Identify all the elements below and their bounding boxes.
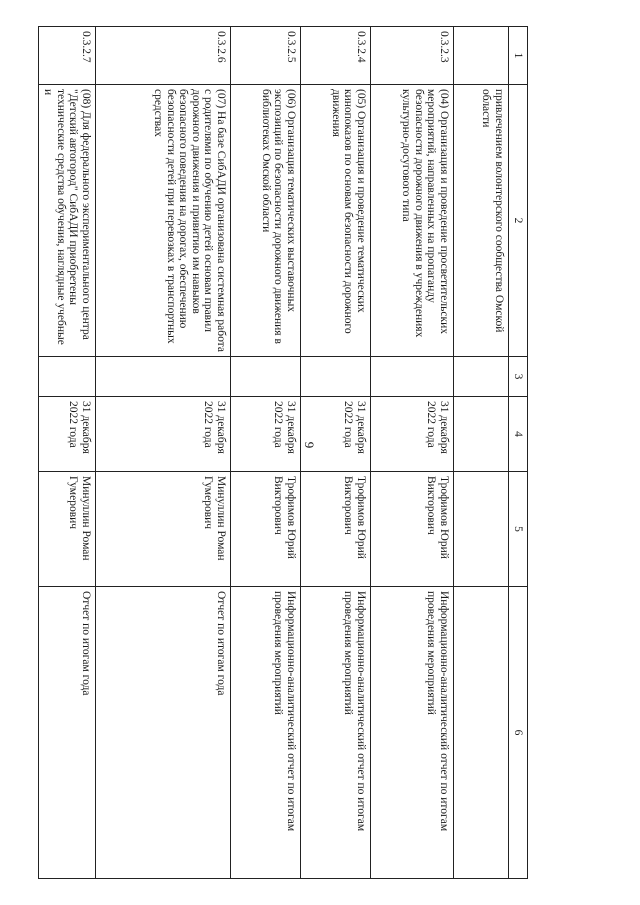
header-cell: 1 bbox=[509, 27, 528, 85]
row-report: Информационно-аналитический отчет по итогам проведения мероприятий bbox=[371, 587, 454, 879]
row-date: 31 декабря 2022 года bbox=[96, 397, 231, 472]
table-row bbox=[301, 27, 371, 879]
row-col3 bbox=[301, 357, 371, 397]
row-description: (06) Организация тематических выставочных экспозиций по безопасности дорожного движения в библиотеках Омской области bbox=[231, 85, 301, 357]
row-number: 0.3.2.3 bbox=[371, 27, 454, 85]
row-description: (08) Для федерального экспериментального центра "Детский автогород" СибАДИ приобретены технические средства обучения, наглядные учебные и bbox=[39, 85, 96, 357]
row-description: (07) На базе СибАДИ организована системная работа с родителями по обучению детей основам правил дорожного движения и привитию им навыков безопасного поведения на дорогах, обеспечению безопасности детей при перевозках в транспортных средствах bbox=[96, 85, 231, 357]
table-row bbox=[371, 27, 454, 879]
row-description: (04) Организация и проведение просветительских мероприятий, направленных на пропаганду безопасности дорожного движения в учреждениях культурно-досугового типа bbox=[371, 85, 454, 357]
row-report: Информационно-аналитический отчет по итогам проведения мероприятий bbox=[231, 587, 301, 879]
table-row bbox=[231, 27, 301, 879]
row-col3 bbox=[454, 357, 509, 397]
row-col3 bbox=[231, 357, 301, 397]
row-number: 0.3.2.4 bbox=[301, 27, 371, 85]
header-cell: 5 bbox=[509, 472, 528, 587]
row-number: 0.3.2.7 bbox=[39, 27, 96, 85]
row-person bbox=[454, 472, 509, 587]
row-date: 31 декабря 2022 года bbox=[231, 397, 301, 472]
header-cell: 6 bbox=[509, 587, 528, 879]
row-description: привлечением волонтерского сообщества Омской области bbox=[454, 85, 509, 357]
row-person: Трофимов Юрий Викторович bbox=[301, 472, 371, 587]
row-report: Отчет по итогам года bbox=[96, 587, 231, 879]
table-row bbox=[96, 27, 231, 879]
row-person: Минуллин Роман Гумерович bbox=[96, 472, 231, 587]
table-row bbox=[454, 27, 509, 879]
row-person: Трофимов Юрий Викторович bbox=[231, 472, 301, 587]
row-col3 bbox=[39, 357, 96, 397]
row-person: Минуллин Роман Гумерович bbox=[39, 472, 96, 587]
header-cell: 2 bbox=[509, 85, 528, 357]
row-number bbox=[454, 27, 509, 85]
row-report: Отчет по итогам года bbox=[39, 587, 96, 879]
rotated-table-frame bbox=[42, 26, 528, 878]
table-row bbox=[39, 27, 96, 879]
table-rotated bbox=[42, 26, 528, 878]
page-number: 9 bbox=[302, 441, 317, 449]
row-col3 bbox=[96, 357, 231, 397]
header-cell: 4 bbox=[509, 397, 528, 472]
row-number: 0.3.2.5 bbox=[231, 27, 301, 85]
row-description: (05) Организация и проведение тематических кинопоказов по основам безопасности дорожного движения bbox=[301, 85, 371, 357]
row-report: Информационно-аналитический отчет по итогам проведения мероприятий bbox=[301, 587, 371, 879]
row-date: 31 декабря 2022 года bbox=[301, 397, 371, 472]
row-report bbox=[454, 587, 509, 879]
row-person: Трофимов Юрий Викторович bbox=[371, 472, 454, 587]
row-date bbox=[454, 397, 509, 472]
row-col3 bbox=[371, 357, 454, 397]
row-number: 0.3.2.6 bbox=[96, 27, 231, 85]
row-date: 31 декабря 2022 года bbox=[371, 397, 454, 472]
header-cell: 3 bbox=[509, 357, 528, 397]
plan-table bbox=[38, 26, 528, 879]
header-row bbox=[509, 27, 528, 879]
row-date: 31 декабря 2022 года bbox=[39, 397, 96, 472]
